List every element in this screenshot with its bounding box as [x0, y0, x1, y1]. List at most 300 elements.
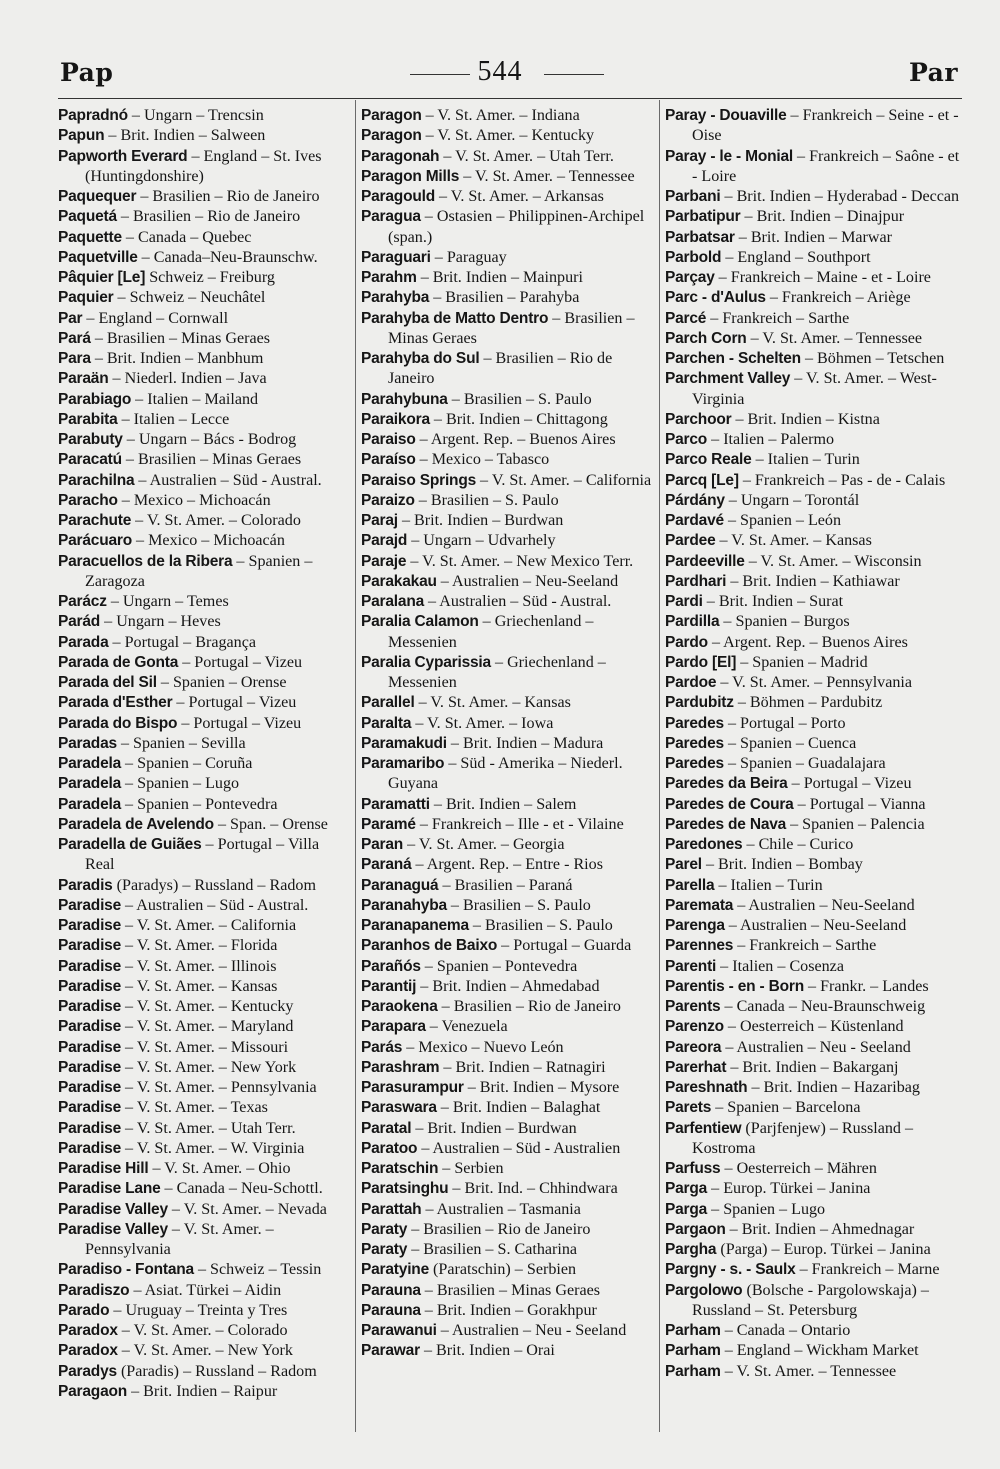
gazetteer-entry [361, 410, 653, 430]
place-location: – Frankreich – Sarthe [706, 309, 850, 327]
place-location: (Paradys) – Russland – Radom [112, 876, 316, 894]
place-location: – V. St. Amer. – Utah Terr. [439, 147, 614, 165]
gazetteer-entry [361, 1220, 653, 1240]
gazetteer-entry [361, 1260, 653, 1280]
place-location: – Argent. Rep. – Entre - Rios [411, 856, 603, 874]
gazetteer-entry [665, 1098, 961, 1118]
gazetteer-entry [361, 1119, 653, 1139]
gazetteer-entry [665, 430, 961, 450]
place-location: – V. St. Amer. – Tennessee [459, 167, 635, 185]
gazetteer-entry [361, 491, 653, 511]
place-name: Paragaon [58, 1382, 128, 1400]
place-location: – Spanien – Zaragoza [85, 552, 313, 590]
gazetteer-entry [361, 693, 653, 713]
place-location: – Portugal – Guarda [497, 937, 632, 955]
gazetteer-entry [58, 1078, 350, 1098]
place-name: Parajd [361, 532, 408, 550]
place-location: – Spanien – Pontevedra [121, 795, 278, 813]
place-name: Parattah [361, 1200, 422, 1218]
place-name: Paracuellos de la Ribera [58, 552, 233, 570]
place-name: Parham [665, 1342, 721, 1360]
place-location: – Ungarn – Torontál [724, 491, 860, 509]
place-name: Paranaguá [361, 876, 439, 894]
place-name: Papradnó [58, 107, 128, 124]
place-location: – Frankreich – Ille - et - Vilaine [415, 815, 624, 833]
gazetteer-entry [361, 309, 653, 350]
place-name: Parallel [361, 694, 415, 712]
gazetteer-entry [361, 916, 653, 936]
gazetteer-entry [58, 1200, 350, 1220]
gazetteer-entry [361, 653, 653, 694]
place-name: Paradise [58, 896, 122, 914]
place-name: Parentis - en - Born [665, 977, 804, 995]
place-name: Paraty [361, 1220, 408, 1238]
place-location: – V. St. Amer. – Florida [121, 937, 278, 955]
gazetteer-entry [361, 106, 653, 126]
place-location: – Brasilien – Minas Geraes [121, 451, 302, 469]
place-name: Paradise [58, 917, 122, 934]
gazetteer-entry [58, 977, 350, 997]
gazetteer-entry [361, 268, 653, 288]
gazetteer-entry [58, 1382, 350, 1402]
place-location: – Brit. Indien – Burdwan [411, 1119, 577, 1137]
place-location: – V. St. Amer. – Kentucky [121, 998, 294, 1015]
place-name: Papworth Everard [58, 147, 188, 165]
place-location: – Brasilien – Minas Geraes [388, 309, 635, 347]
gazetteer-entry [58, 228, 350, 248]
place-name: Paradis [58, 876, 113, 894]
place-name: Parchoor [665, 410, 732, 428]
place-location: – V. St. Amer. – Maryland [121, 1018, 294, 1036]
gazetteer-entry [665, 795, 961, 815]
place-name: Paradise Valley [58, 1200, 168, 1218]
gazetteer-entry [361, 795, 653, 815]
gazetteer-entry [58, 1017, 350, 1037]
place-location: – Brit. Indien – Mysore [463, 1079, 620, 1096]
place-name: Paralia Cyparissia [361, 653, 491, 671]
gazetteer-entry [665, 916, 961, 936]
header-dash-right [544, 74, 604, 75]
place-location: – Brit. Indien – Salem [429, 795, 577, 813]
gazetteer-entry [361, 855, 653, 875]
place-name: Paracho [58, 491, 118, 509]
gazetteer-entry [665, 714, 961, 734]
place-location: – V. St. Amer. – Iowa [411, 714, 554, 732]
gazetteer-entry [665, 1240, 961, 1260]
place-name: Parañós [361, 957, 421, 975]
gazetteer-entry [361, 835, 653, 855]
place-location: – Brit. Indien – Madura [446, 734, 604, 752]
place-location: – Portugal – Vizeu [172, 694, 297, 712]
gazetteer-entry [58, 410, 350, 430]
gazetteer-entry [361, 612, 653, 653]
gazetteer-entry [58, 1098, 350, 1118]
place-name: Paredes [665, 734, 724, 752]
place-name: Parham [665, 1322, 721, 1339]
gazetteer-entry [58, 1139, 350, 1159]
place-name: Paratal [361, 1119, 412, 1137]
place-location: – Brasilien – S. Paulo [446, 896, 591, 914]
gazetteer-entry [665, 309, 961, 329]
gazetteer-entry [361, 248, 653, 268]
gazetteer-entry [665, 1341, 961, 1361]
place-location: – Böhmen – Tetschen [800, 350, 945, 367]
place-name: Parfentiew [665, 1119, 742, 1137]
place-name: Parabiago [58, 390, 132, 408]
gazetteer-entry [58, 106, 350, 126]
gazetteer-entry [665, 207, 961, 227]
place-location: – Griechenland – Messenien [388, 613, 594, 651]
place-location: – Brasilien – Rio de Janeiro [116, 208, 301, 226]
gazetteer-entry [58, 916, 350, 936]
place-name: Paradise [58, 1139, 122, 1157]
place-location: – Venezuela [425, 1018, 508, 1036]
place-location: – Portugal – Bragança [108, 633, 256, 651]
place-name: Paquier [58, 289, 114, 307]
place-location: – V. St. Amer. – Ohio [148, 1160, 291, 1177]
place-name: Pardilla [665, 613, 720, 631]
place-location: – Brit. Indien – Raipur [127, 1382, 278, 1400]
place-name: Paquetá [58, 208, 117, 226]
place-location: – Böhmen – Pardubitz [733, 694, 883, 712]
place-name: Para [58, 350, 91, 367]
place-name: Parbani [665, 188, 721, 205]
place-location: – Brasilien – Rio de Janeiro [136, 188, 320, 205]
place-location: – Italien – Palermo [707, 431, 835, 448]
place-name: Paradela de Avelendo [58, 815, 214, 833]
place-name: Parga [665, 1200, 708, 1218]
place-name: Paragon [361, 127, 422, 145]
gazetteer-entry [58, 207, 350, 227]
place-location: – V. St. Amer. – Wisconsin [744, 552, 922, 570]
place-location: – Süd - Amerika – Niederl. Guyana [388, 755, 623, 793]
place-location: – V. St. Amer. – Texas [121, 1099, 268, 1117]
gazetteer-entry [58, 653, 350, 673]
gazetteer-entry [665, 1321, 961, 1341]
gazetteer-entry [58, 329, 350, 349]
place-name: Paradise [58, 957, 122, 975]
place-location: – Australien – Neu - Seeland [721, 1038, 911, 1056]
gazetteer-entry [665, 1017, 961, 1037]
place-name: Paralana [361, 593, 425, 610]
place-location: – Spanien – Pontevedra [420, 957, 578, 975]
gazetteer-entry [665, 369, 961, 410]
place-location: – Brit. Indien – Balaghat [436, 1099, 601, 1117]
place-name: Parets [665, 1099, 712, 1117]
gazetteer-entry [58, 774, 350, 794]
place-location: – Spanien – Lugo [707, 1200, 826, 1218]
gazetteer-entry [58, 754, 350, 774]
place-location: – Brit. Indien – Marwar [734, 228, 893, 246]
place-location: (Parga) – Europ. Türkei – Janina [716, 1241, 931, 1258]
place-location: – V. St. Amer. – California [476, 471, 652, 489]
place-name: Paranapanema [361, 917, 469, 934]
gazetteer-entry [58, 552, 350, 593]
place-location: – V. St. Amer. – West-Virginia [692, 370, 937, 408]
place-name: Paradise [58, 1018, 122, 1036]
place-location: – V. St. Amer. – Colorado [117, 1322, 288, 1339]
place-location: Schweiz – Freiburg [145, 269, 275, 286]
column-divider [659, 100, 660, 1432]
place-location: – Brasilien – Minas Geraes [90, 329, 271, 347]
gazetteer-entry [665, 572, 961, 592]
page-number: 544 [477, 56, 523, 87]
place-name: Paradise [58, 1079, 122, 1096]
place-location: – Ungarn – Bács - Bodrog [122, 431, 297, 448]
place-name: Pareora [665, 1038, 722, 1056]
gazetteer-entry [665, 1119, 961, 1160]
place-name: Parahyba [361, 289, 430, 307]
place-name: Par [58, 309, 83, 327]
place-name: Paragould [361, 188, 435, 205]
place-location: – Canada – Quebec [121, 228, 252, 246]
place-name: Pâquier [Le] [58, 269, 146, 286]
place-name: Pardoe [665, 674, 717, 691]
gazetteer-entry [361, 977, 653, 997]
gazetteer-entry [665, 268, 961, 288]
gazetteer-entry [58, 1179, 350, 1199]
gazetteer-entry [361, 815, 653, 835]
gazetteer-entry [361, 936, 653, 956]
place-location: – Australien – Neu-Seeland [733, 896, 915, 914]
place-location: – V. St. Amer. – Utah Terr. [121, 1119, 296, 1137]
place-name: Parga [665, 1180, 708, 1198]
place-name: Pardo [El] [665, 653, 737, 671]
gazetteer-entry [665, 1058, 961, 1078]
place-location: – Australien – Süd - Austral. [134, 471, 322, 489]
place-location: – Canada – Neu-Schottl. [160, 1180, 323, 1198]
place-location: – Niederl. Indien – Java [108, 370, 267, 388]
place-name: Parenti [665, 957, 717, 975]
place-location: – Frankreich – Seine - et - Oise [692, 107, 959, 145]
place-name: Paraíso [361, 451, 416, 469]
place-name: Parents [665, 998, 721, 1015]
gazetteer-entry [58, 1362, 350, 1382]
place-location: – V. St. Amer. – Arkansas [435, 188, 604, 205]
gazetteer-entry [361, 896, 653, 916]
gazetteer-entry [58, 1058, 350, 1078]
gazetteer-entry [58, 1038, 350, 1058]
place-name: Paran [361, 836, 404, 853]
place-name: Parahyba de Matto Dentro [361, 309, 549, 327]
place-location: – Canada – Neu-Braunschweig [720, 998, 926, 1015]
place-location: – Australien – Süd - Australien [417, 1139, 621, 1157]
place-location: – Portugal – Porto [723, 714, 846, 732]
place-location: – Frankreich – Maine - et - Loire [714, 269, 931, 286]
place-location: – Portugal – Vizeu [787, 775, 912, 793]
gazetteer-entry [665, 693, 961, 713]
place-name: Parcé [665, 309, 707, 327]
place-location: – V. St. Amer. – Nevada [167, 1200, 327, 1218]
place-name: Parco [665, 431, 708, 448]
place-location: – Spanien – Coruña [121, 755, 253, 772]
gazetteer-entry [665, 855, 961, 875]
place-location: – Oesterreich – Mähren [720, 1160, 877, 1177]
place-name: Paradiso - Fontana [58, 1261, 194, 1279]
place-name: Parakakau [361, 572, 437, 590]
gazetteer-entry [58, 471, 350, 491]
place-location: – Spanien – Barcelona [711, 1099, 861, 1117]
place-name: Parbatipur [665, 208, 741, 226]
gazetteer-entry [665, 754, 961, 774]
column-divider [355, 100, 356, 1432]
place-name: Paralia Calamon [361, 613, 479, 631]
gazetteer-entry [58, 1301, 350, 1321]
place-location: – Ungarn – Heves [100, 613, 221, 631]
place-name: Pargny - s. - Saulx [665, 1261, 796, 1279]
place-name: Paratyine [361, 1261, 429, 1279]
place-location: – Australien – Neu-Seeland [436, 572, 619, 590]
gazetteer-entry [58, 430, 350, 450]
place-name: Parawanui [361, 1322, 437, 1339]
place-location: – Brit. Indien – Burdwan [397, 512, 564, 529]
place-location: – Ungarn – Udvarhely [407, 532, 556, 550]
place-name: Paramakudi [361, 734, 447, 752]
place-name: Paradela [58, 755, 122, 772]
gazetteer-entry [665, 592, 961, 612]
place-location: – Spanien – Lugo [121, 775, 240, 793]
gazetteer-entry [58, 491, 350, 511]
place-location: – Brit. Indien – Orai [419, 1342, 555, 1360]
place-location: – Brit. Indien – Ahmedabad [416, 977, 600, 995]
gazetteer-entry [665, 673, 961, 693]
gazetteer-entry [665, 936, 961, 956]
place-location: – Australien – Süd - Austral. [424, 593, 612, 610]
gazetteer-entry [665, 552, 961, 572]
gazetteer-entry [361, 1159, 653, 1179]
gazetteer-entry [361, 349, 653, 390]
gazetteer-entry [665, 835, 961, 855]
right-running-head: Par [909, 58, 958, 87]
place-location: – Frankreich – Marne [795, 1261, 940, 1279]
place-name: Parahyba do Sul [361, 350, 480, 367]
place-name: Paraokena [361, 998, 438, 1015]
place-name: Paradox [58, 1322, 118, 1339]
place-location: – Griechenland – Messenien [388, 653, 606, 691]
place-location: – Italien – Mailand [131, 390, 259, 408]
place-name: Pardhari [665, 572, 727, 590]
place-name: Parcq [Le] [665, 471, 739, 489]
place-location: – Brit. Indien – Bombay [701, 856, 863, 874]
place-location: – Frankreich – Sarthe [733, 937, 877, 955]
place-name: Pardeeville [665, 552, 745, 570]
place-name: Parchment Valley [665, 370, 791, 388]
place-location: – V. St. Amer. – Georgia [403, 836, 565, 853]
place-name: Parado [58, 1301, 110, 1319]
place-location: – Brit. Indien – Surat [702, 593, 844, 610]
gazetteer-entry [361, 957, 653, 977]
place-location: – Spanien – Orense [156, 674, 287, 691]
place-location: – Brit. Indien – Bakarganj [726, 1058, 899, 1076]
place-location: – Italien – Cosenza [716, 957, 844, 975]
place-name: Paramatti [361, 795, 430, 813]
place-location: (Parjfenjew) – Russland – Kostroma [692, 1119, 914, 1157]
place-name: Parch Corn [665, 329, 747, 347]
place-location: (Paratschin) – Serbien [429, 1261, 577, 1279]
gazetteer-entry [665, 876, 961, 896]
entries-column-3 [665, 106, 961, 1382]
place-location: – Brit. Indien – Manbhum [90, 350, 264, 367]
gazetteer-entry [665, 147, 961, 188]
gazetteer-entry [361, 450, 653, 470]
place-name: Paredes [665, 714, 724, 732]
place-name: Parada del Sil [58, 674, 157, 691]
place-location: – Frankreich – Pas - de - Calais [738, 471, 946, 489]
place-location: – Brasilien – Parahyba [429, 289, 580, 307]
place-name: Párdány [665, 491, 725, 509]
place-location: – Mexico – Michoacán [132, 532, 285, 550]
place-location: – Portugal – Villa Real [85, 836, 320, 874]
place-location: – Brasilien – Rio de Janeiro [407, 1220, 591, 1238]
gazetteer-entry [58, 390, 350, 410]
gazetteer-entry [361, 511, 653, 531]
place-location: – Brit. Ind. – Chhindwara [448, 1180, 618, 1198]
place-location: – Australien – Neu-Seeland [724, 917, 907, 934]
gazetteer-entry [361, 876, 653, 896]
gazetteer-entry [58, 714, 350, 734]
place-location: – Brit. Indien – Salween [104, 127, 266, 145]
place-name: Paraizo [361, 491, 415, 509]
place-location: – Mexico – Tabasco [415, 451, 550, 469]
place-name: Parabita [58, 410, 118, 428]
gazetteer-entry [665, 1200, 961, 1220]
gazetteer-entry [665, 1159, 961, 1179]
gazetteer-entry [361, 734, 653, 754]
place-name: Parel [665, 856, 702, 874]
place-location: – England – Wickham Market [720, 1342, 919, 1360]
place-name: Paredes de Coura [665, 795, 794, 813]
place-name: Parenzo [665, 1018, 724, 1036]
place-name: Pardi [665, 593, 703, 610]
left-running-head: Pap [60, 58, 114, 87]
place-location: – Portugal – Vizeu [177, 714, 302, 732]
place-name: Paradise Lane [58, 1180, 161, 1198]
place-name: Parenga [665, 917, 725, 934]
gazetteer-entry [58, 1341, 350, 1361]
gazetteer-entry [361, 552, 653, 572]
place-location: – V. St. Amer. – Pennsylvania [121, 1079, 317, 1096]
place-name: Paranahyba [361, 896, 447, 914]
place-location: – V. St. Amer. – Indiana [421, 107, 580, 124]
place-location: – V. St. Amer. – New Mexico Terr. [406, 552, 634, 570]
place-name: Paragon Mills [361, 167, 460, 185]
place-name: Parahybuna [361, 390, 448, 408]
place-location: – Span. – Orense [213, 815, 328, 833]
place-location: – Italien – Turin [751, 451, 860, 469]
gazetteer-entry [665, 1078, 961, 1098]
place-location: – V. St. Amer. – Pennsylvania [716, 674, 913, 691]
place-name: Parasurampur [361, 1079, 464, 1096]
gazetteer-entry [361, 1240, 653, 1260]
place-location: – England – St. Ives (Huntingdonshire) [85, 147, 322, 185]
gazetteer-entry [58, 531, 350, 551]
place-location: – Brit. Indien – Ahmednagar [725, 1220, 915, 1238]
gazetteer-entry [58, 1321, 350, 1341]
gazetteer-entry [58, 633, 350, 653]
gazetteer-entry [58, 187, 350, 207]
place-location: – Spanien – León [723, 512, 842, 529]
place-name: Paquette [58, 228, 122, 246]
place-name: Parbold [665, 248, 722, 266]
gazetteer-entry [665, 471, 961, 491]
place-location: – Australien – Neu - Seeland [436, 1322, 627, 1339]
gazetteer-entry [665, 450, 961, 470]
place-location: – V. St. Amer. – New York [117, 1342, 293, 1360]
gazetteer-entry [58, 511, 350, 531]
place-name: Paradise [58, 998, 122, 1015]
place-location: – Mexico – Michoacán [117, 491, 271, 509]
place-location: – Brit. Indien – Hyderabad - Deccan [720, 188, 960, 205]
